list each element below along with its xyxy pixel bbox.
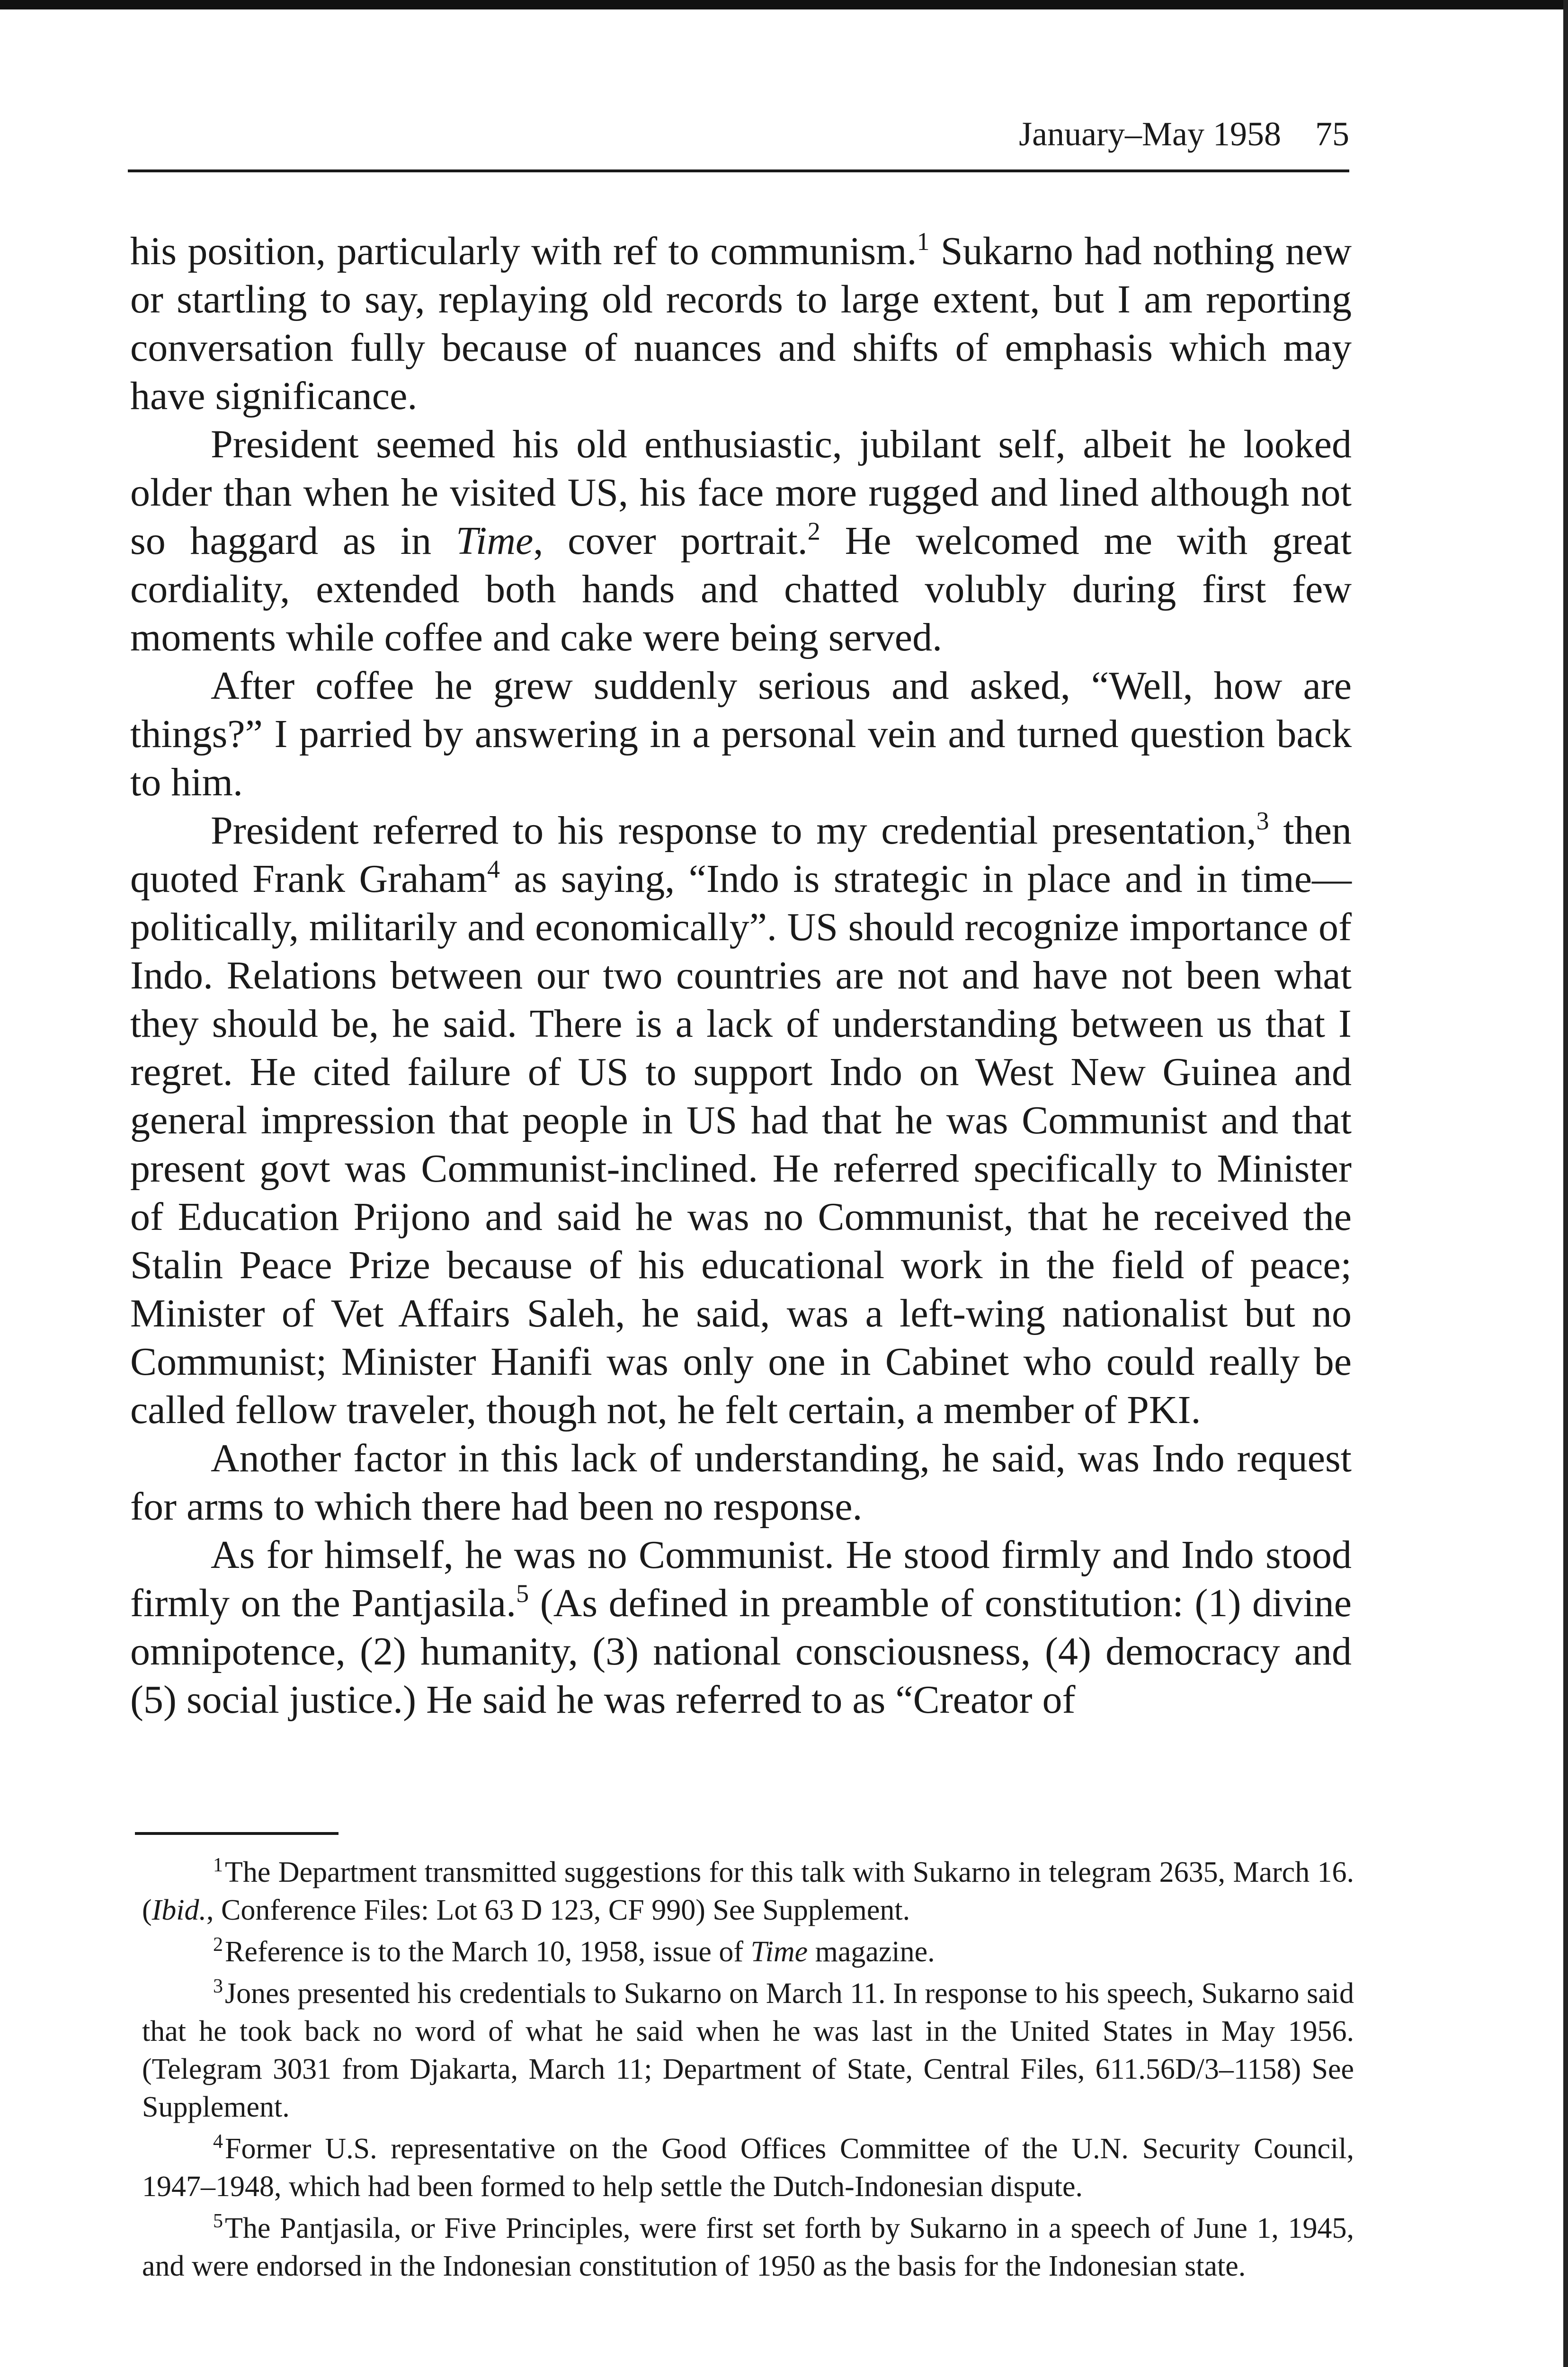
scan-top-border (0, 0, 1568, 9)
footnote-1: $^1$The Department transmitted suggestions for this talk with Sukarno in telegram 2635, March 16. (Ibid., Conference Files: Lot 63 D 123, CF 990) See Supplement. (142, 1854, 1354, 1926)
footnote-2: $^2$Reference is to the March 10, 1958, issue of Time magazine. (213, 1934, 935, 1968)
paragraph-1: his position, particularly with ref to communism.$^1$ Sukarno had nothing new or startling to say, replaying old records to large extent, but I am reporting conversation fully because of nuances and shifts of emphasis which may have significance. (130, 227, 1352, 418)
footnotes (142, 1853, 1354, 2289)
paragraph-6: As for himself, he was no Communist. He stood firmly and Indo stood firmly on the Pantjasila.$^5$ (As defined in preamble of constitution: (1) divine omnipotence, (2) humanity, (3) national consciousness, (4) democracy and (5) social justice.) He said he was referred to as “Creator of (130, 1533, 1352, 1722)
running-head-section: January–May 1958 (1019, 115, 1281, 153)
footnote-3: $^3$Jones presented his credentials to Sukarno on March 11. In response to his speech, Sukarno said that he took back no word of what he said when he was last in the United States in May 1956. (Telegram 3031 from Djakarta, March 11; Department of State, Central Files, 611.56D/3–1158) See Supplement. (142, 1975, 1354, 2123)
paragraph-4: President referred to his response to my credential presentation,$^3$ then quoted Frank Graham$^4$ as saying, “Indo is strategic in place and in time—politically, militarily and economically”. US should recognize importance of Indo. Relations between our two countries are not and have not been what they should be, he said. There is a lack of understanding between us that I regret. He cited failure of US to support Indo on West New Guinea and general impression that people in US had that he was Communist and that present govt was Communist-inclined. He referred specifically to Minister of Education Prijono and said he was no Communist, that he received the Stalin Peace Prize because of his educational work in the field of peace; Minister of Vet Affairs Saleh, he said, was a left-wing nationalist but no Communist; Minister Hanifi was only one in Cabinet who could really be called fellow traveler, though not, he felt certain, a member of PKI. (130, 807, 1352, 1432)
page-number: 75 (1315, 115, 1349, 153)
running-head (128, 108, 1349, 160)
header-rule (128, 169, 1349, 172)
footnote-5: $^5$The Pantjasila, or Five Principles, were first set forth by Sukarno in a speech of June 1, 1945, and were endorsed in the Indonesian constitution of 1950 as the basis for the Indonesian state. (142, 2210, 1354, 2282)
footnote-rule (135, 1832, 339, 1835)
footnote-4: $^4$Former U.S. representative on the Good Offices Committee of the U.N. Security Council, 1947–1948, which had been formed to help settle the Dutch-Indonesian dispute. (142, 2131, 1354, 2203)
scan-right-border (1563, 0, 1568, 2367)
paragraph-3: After coffee he grew suddenly serious and asked, “Well, how are things?” I parried by answering in a personal vein and turned question back to him. (130, 664, 1352, 804)
body-text (130, 227, 1352, 1724)
footnote-ref-1: 1 (917, 227, 930, 256)
paragraph-5: Another factor in this lack of understanding, he said, was Indo request for arms to which there had been no response. (130, 1436, 1352, 1529)
footnote-ref-5: 5 (516, 1579, 529, 1608)
paragraph-2: President seemed his old enthusiastic, jubilant self, albeit he looked older than when he visited US, his face more rugged and lined although not so haggard as in Time, cover portrait.$^2$ He welcomed me with great cordiality, extended both hands and chatted volubly during first few moments while coffee and cake were being served. (130, 422, 1352, 659)
footnote-ref-2: 2 (807, 517, 820, 545)
footnote-ref-4: 4 (487, 855, 500, 883)
footnote-ref-3: 3 (1256, 807, 1269, 835)
